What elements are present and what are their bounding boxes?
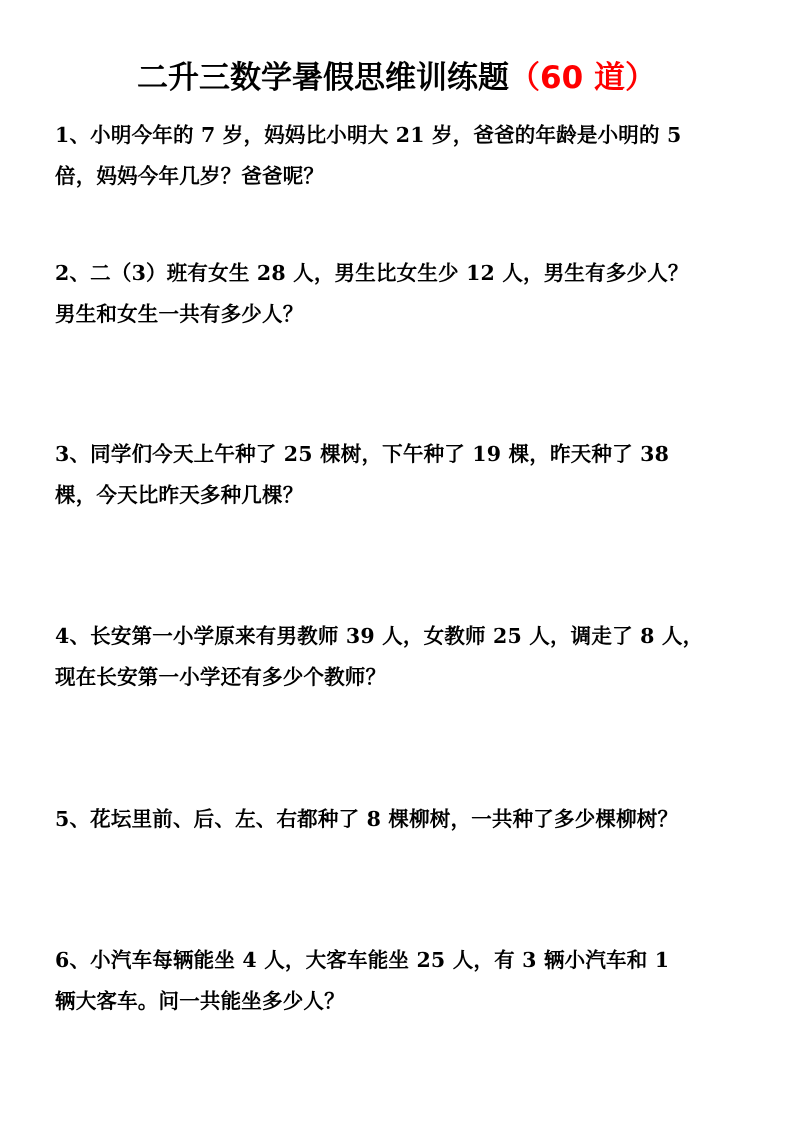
question-4-line-1: 4、长安第一小学原来有男教师 39 人，女教师 25 人，调走了 8 人， <box>55 624 704 648</box>
question-1-line-1: 1、小明今年的 7 岁，妈妈比小明大 21 岁，爸爸的年龄是小明的 5 <box>55 123 682 147</box>
question-3-line-1: 3、同学们今天上午种了 25 棵树，下午种了 19 棵，昨天种了 38 <box>55 442 670 466</box>
question-1 <box>55 115 745 197</box>
question-5-line-1: 5、花坛里前、后、左、右都种了 8 棵柳树，一共种了多少棵柳树？ <box>55 807 679 831</box>
question-6-line-2: 辆大客车。问一共能坐多少人？ <box>55 989 345 1013</box>
question-2 <box>55 253 745 335</box>
question-6-line-1: 6、小汽车每辆能坐 4 人，大客车能坐 25 人，有 3 辆小汽车和 1 <box>55 948 670 972</box>
title-main: 二升三数学暑假思维训练题 <box>137 60 510 96</box>
question-2-line-2: 男生和女生一共有多少人？ <box>55 302 304 326</box>
question-5 <box>55 799 745 840</box>
page-title <box>0 56 793 100</box>
question-1-line-2: 倍，妈妈今年几岁？爸爸呢？ <box>55 164 325 188</box>
question-4 <box>55 616 745 698</box>
question-3 <box>55 434 745 516</box>
question-2-line-1: 2、二（3）班有女生 28 人，男生比女生少 12 人，男生有多少人？ <box>55 261 689 285</box>
title-count: （60 道） <box>509 60 656 96</box>
question-4-line-2: 现在长安第一小学还有多少个教师？ <box>55 665 387 689</box>
question-3-line-2: 棵，今天比昨天多种几棵？ <box>55 483 304 507</box>
question-6 <box>55 940 745 1022</box>
